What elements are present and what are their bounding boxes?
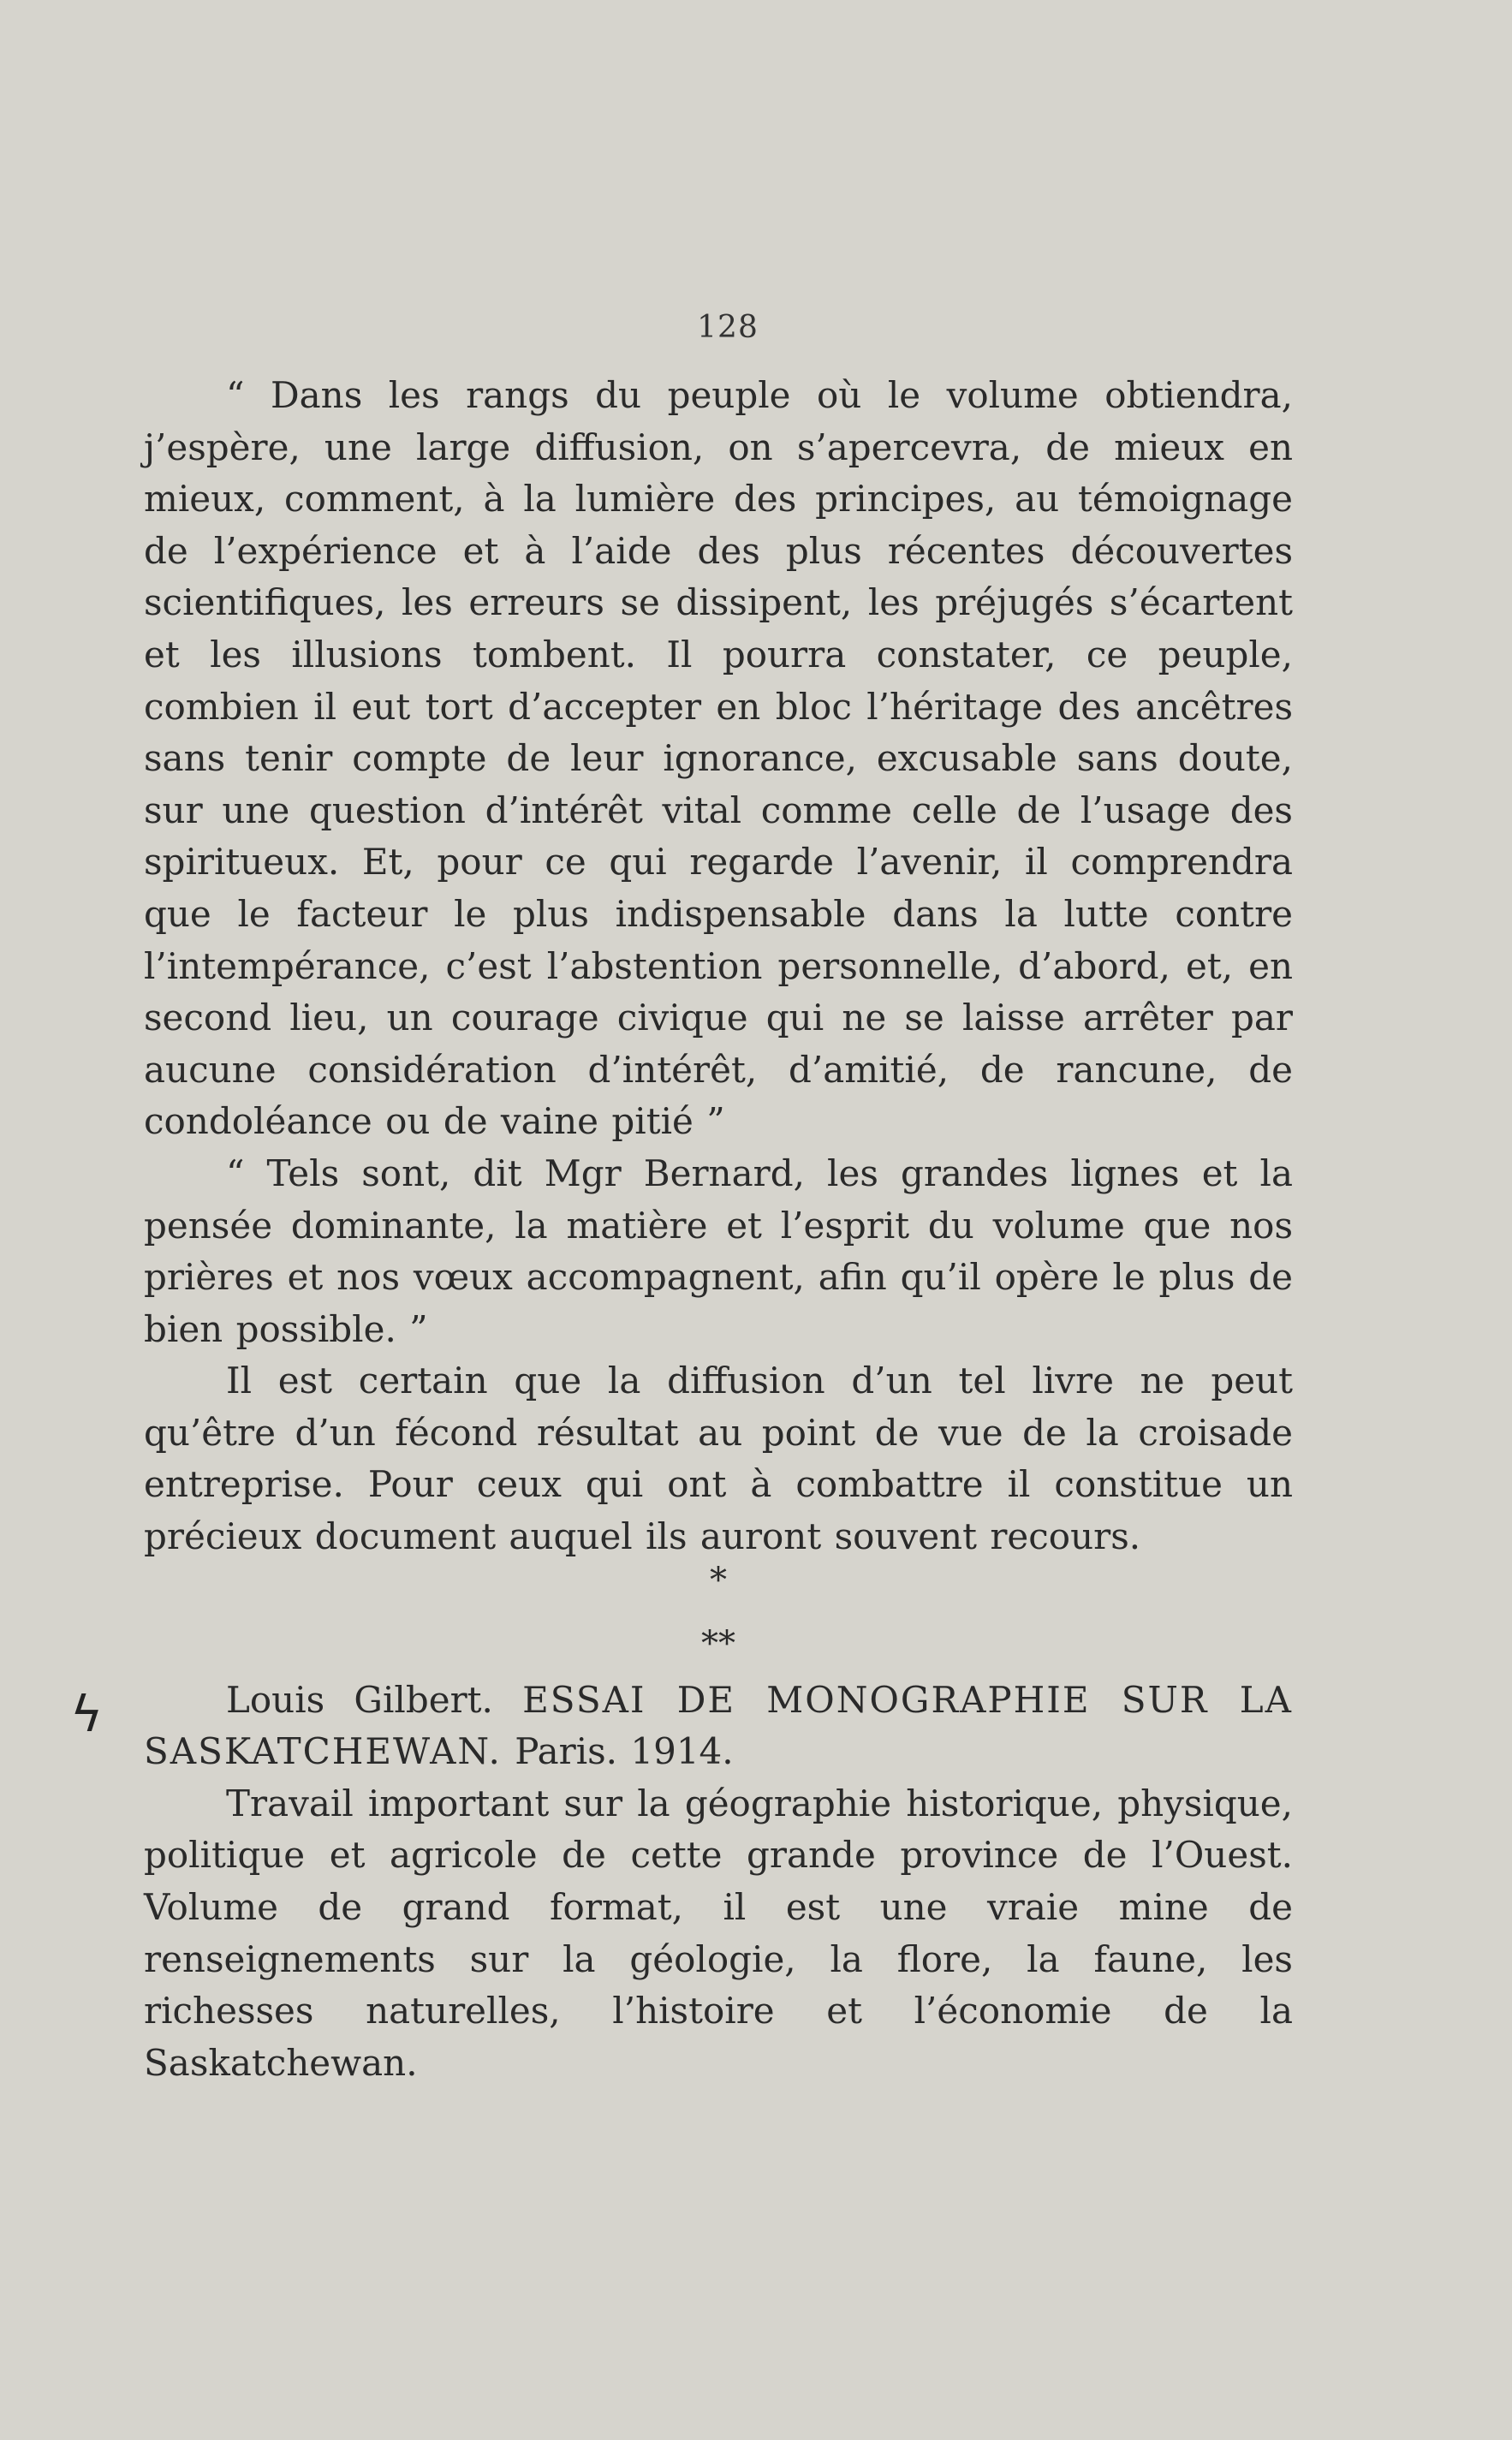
commentary-paragraph: Il est certain que la diffusion d’un tel livre ne peut qu’être d’un fécond résultat au point de vue de la croisade entreprise. Pour ceux qui ont à combattre il constitue un précieux document auquel ils auront souvent recours.: [144, 1360, 1293, 1558]
separator-star-top: *: [710, 1560, 727, 1600]
entry-description: Travail important sur la géographie historique, physique, politique et agricole de cette grande province de l’Ouest. Volume de grand format, il est une vraie mine de renseignements sur la géologie, la flore, la faune, les richesses naturelles, l’histoire et l’économie de la Saskatchewan.: [144, 1782, 1293, 2084]
entry-title: ESSAI DE MONOGRAPHIE SUR LA SASKATCHEWAN.: [144, 1678, 1293, 1773]
bibliographic-entry: [144, 1675, 1293, 1778]
section-separator: [144, 1560, 1293, 1669]
page-number: 128: [697, 310, 759, 345]
quote-paragraph-2: “ Tels sont, dit Mgr Bernard, les grandes lignes et la pensée dominante, la matière et l’esprit du volume que nos prières et nos vœux accompagnent, afin qu’il opère le plus de bien possible. ”: [144, 1152, 1293, 1350]
handwritten-margin-mark: ϟ: [70, 1685, 104, 1743]
entry-author: Louis Gilbert.: [226, 1678, 493, 1721]
entry-place-year: Paris. 1914.: [515, 1730, 734, 1773]
separator-star-bottom: **: [701, 1623, 735, 1663]
page-body: [144, 370, 1293, 2089]
quote-paragraph-1: “ Dans les rangs du peuple où le volume obtiendra, j’espère, une large diffusion, on s’apercevra, de mieux en mieux, comment, à la lumière des principes, au témoignage de l’expérience et à l’aide des plus récentes découvertes scientifiques, les erreurs se dissipent, les préjugés s’écartent et les illusions tombent. Il pourra constater, ce peuple, combien il eut tort d’accepter en bloc l’héritage des ancêtres sans tenir compte de leur ignorance, excusable sans doute, sur une question d’intérêt vital comme celle de l’usage des spiritueux. Et, pour ce qui regarde l’avenir, il comprendra que le facteur le plus indispensable dans la lutte contre l’intempérance, c’est l’abstention personnelle, d’abord, et, en second lieu, un courage civique qui ne se laisse arrêter par aucune considération d’intérêt, d’amitié, de rancune, de condoléance ou de vaine pitié ”: [144, 374, 1293, 1143]
